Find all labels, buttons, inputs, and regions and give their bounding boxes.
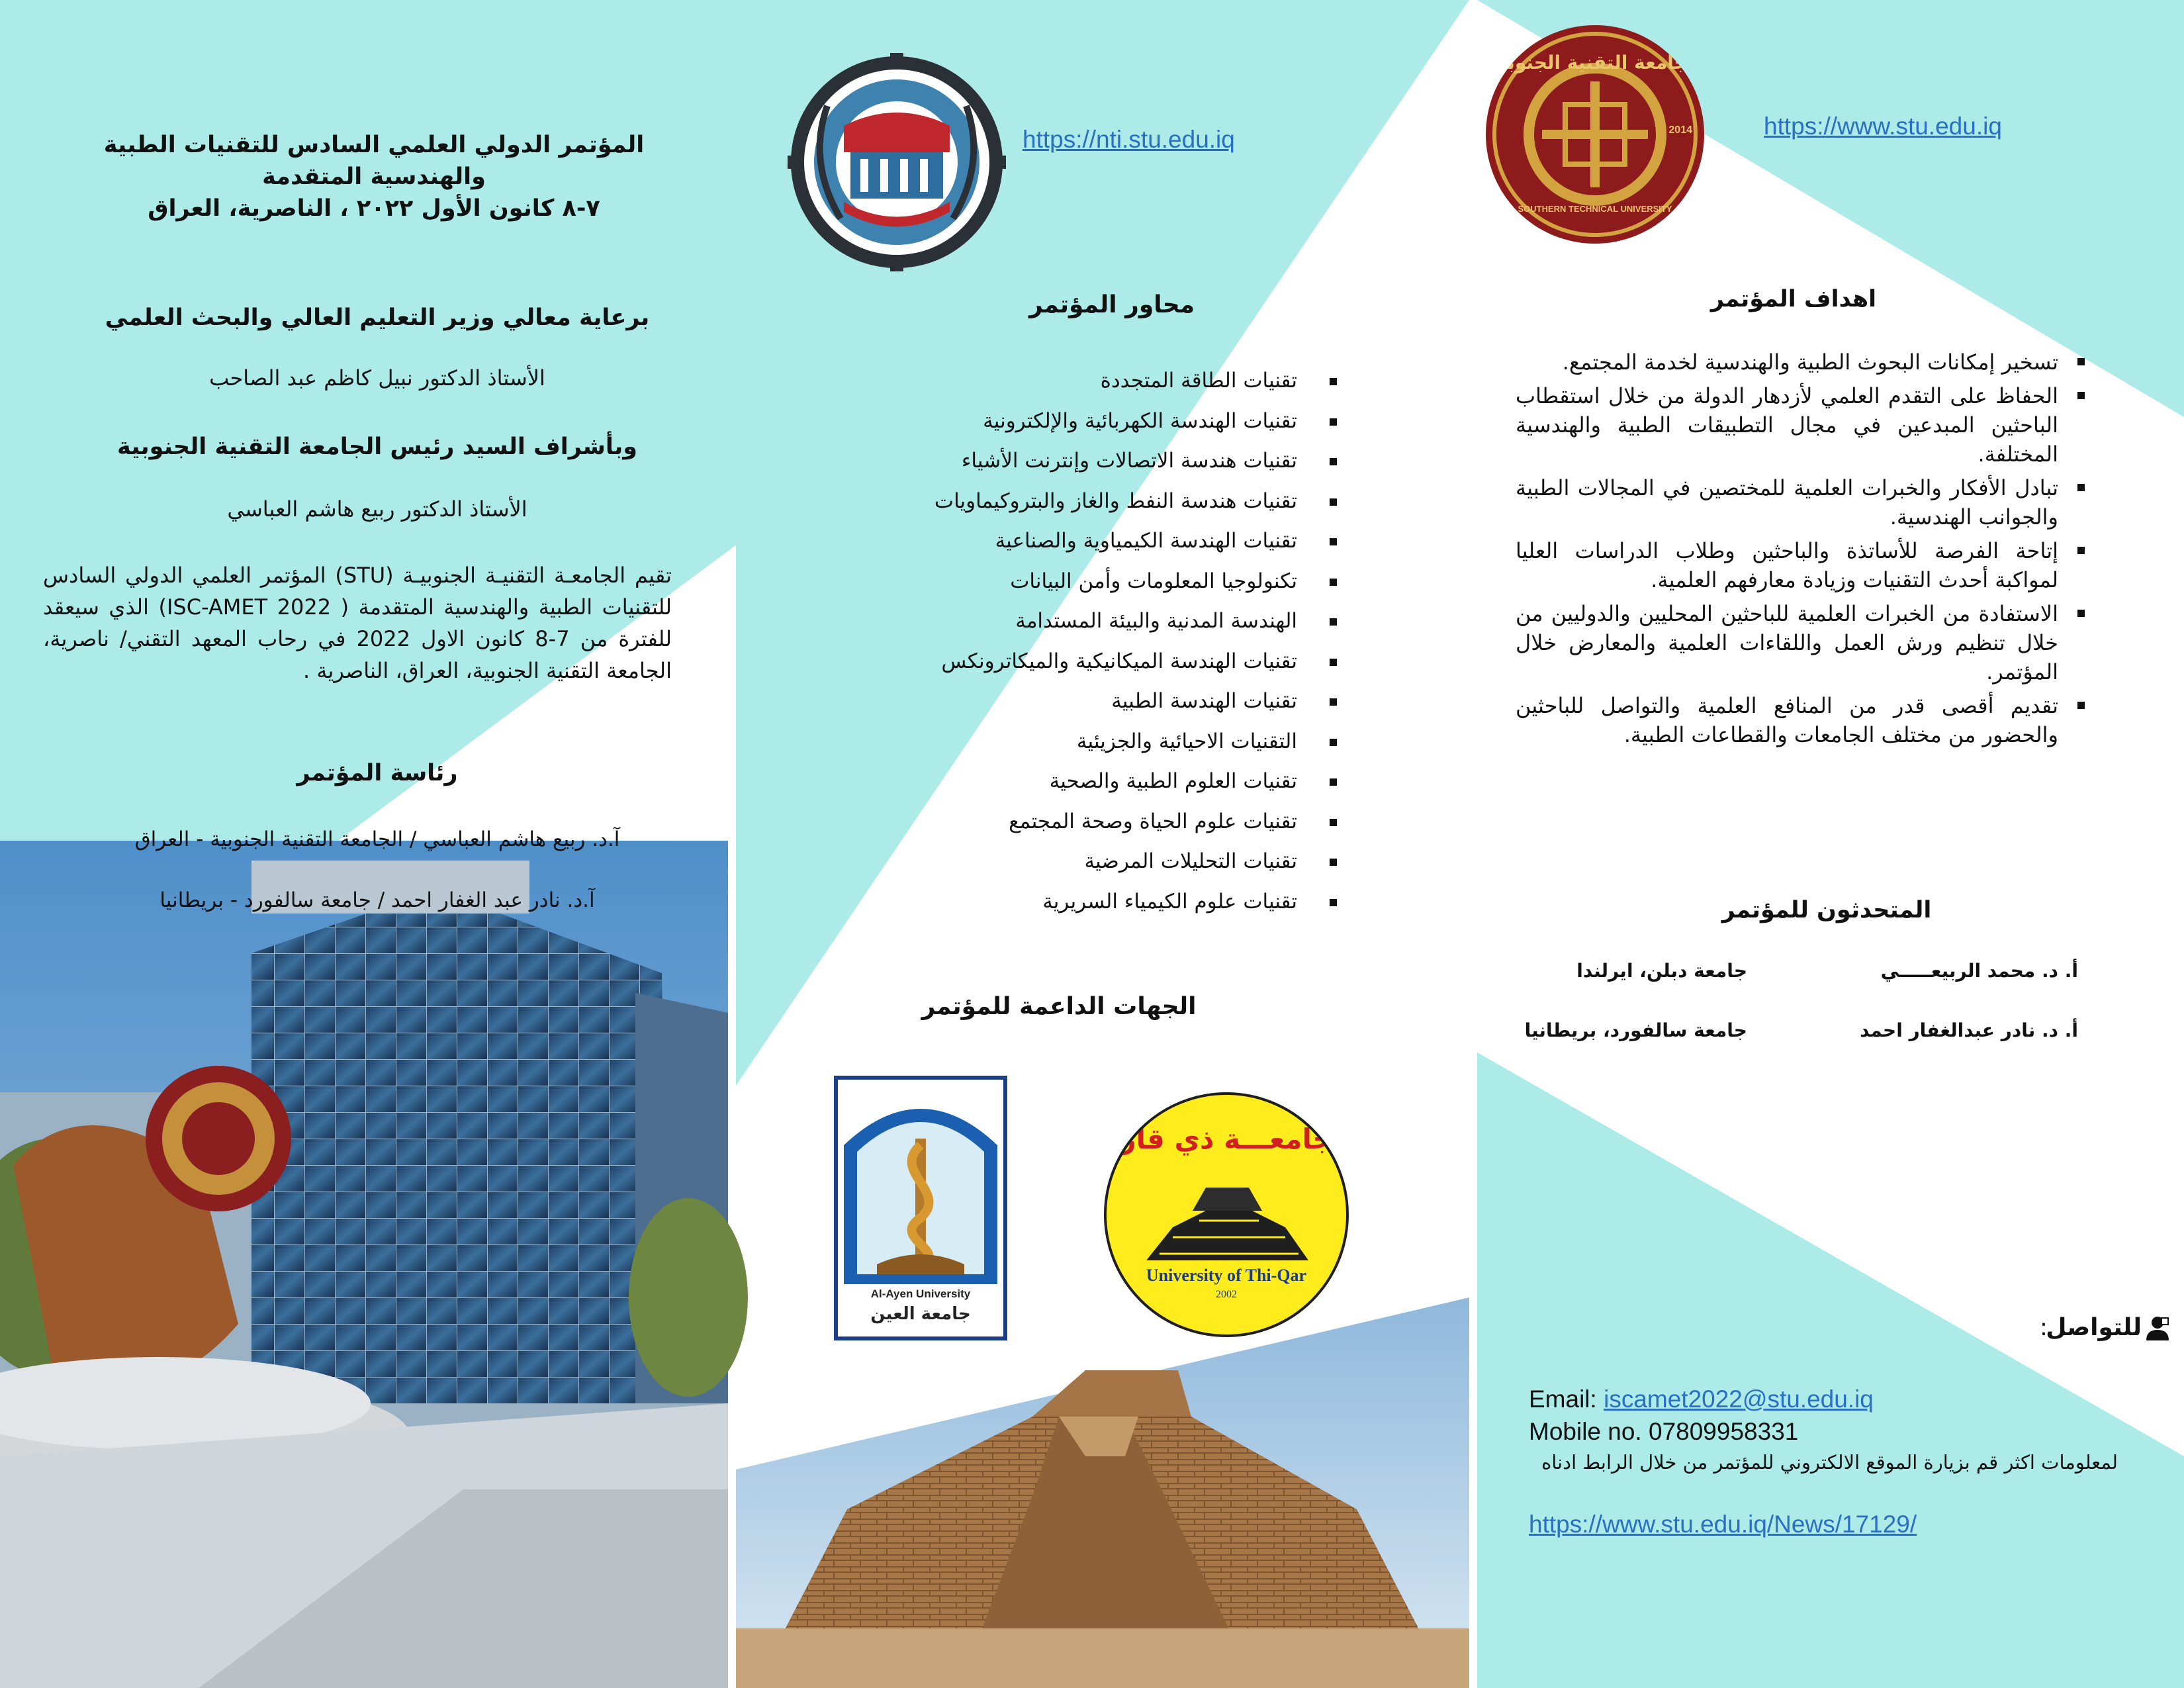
alayen-en-name: Al-Ayen University [870, 1288, 971, 1300]
speaker-2-affiliation: جامعة سالفورد، بريطانيا [1524, 1019, 1747, 1041]
axis-item: تقنيات علوم الكيمياء السريرية [834, 882, 1337, 922]
thiqar-university-logo [1104, 1092, 1349, 1337]
contact-heading: للتواصل [2046, 1314, 2142, 1341]
bullet-square-icon [2077, 702, 2085, 709]
axes-heading: محاور المؤتمر [1029, 291, 1195, 318]
bullet-square-icon [1330, 819, 1337, 826]
contact-heading-row [1999, 1314, 2171, 1347]
goal-item: تقديم أقصى قدر من المنافع العلمية والتواصل للباحثين والحضور من مختلف الجامعات والقطاعات الطبية. [1516, 691, 2085, 749]
conference-title-text: المؤتمر الدولي العلمي السادس للتقنيات الطبية والهندسية المتقدمة [103, 132, 645, 190]
axis-item: تقنيات الهندسة الميكانيكية والميكاترونكس [834, 641, 1337, 682]
bullet-square-icon [1330, 899, 1337, 906]
stu-seal-ar-text: الجامعة التقنية الجنوبية [1488, 52, 1702, 73]
presidency-member-2: آ.د. نادر عبد الغفار احمد / جامعة سالفورد - بريطانيا [159, 888, 595, 912]
speaker-1-name: أ. د. محمد الربيعـــــي [1880, 960, 2078, 982]
contact-person-icon [2144, 1315, 2171, 1342]
axis-item: الهندسة المدنية والبيئة المستدامة [834, 601, 1337, 641]
president-name: الأستاذ الدكتور ربيع هاشم العباسي [227, 496, 527, 522]
bullet-square-icon [1330, 418, 1337, 426]
bullet-square-icon [1330, 498, 1337, 506]
presidency-heading: رئاسة المؤتمر [296, 760, 458, 786]
university-url-link[interactable]: https://www.stu.edu.iq [1764, 113, 2002, 140]
stu-university-seal [1486, 25, 1704, 244]
conference-title [99, 129, 649, 224]
mobile-number: 07809958331 [1649, 1418, 1799, 1445]
axis-item: تقنيات علوم الحياة وصحة المجتمع [834, 802, 1337, 842]
bullet-square-icon [1330, 659, 1337, 666]
axis-item: تقنيات الهندسة الكيمياوية والصناعية [834, 521, 1337, 561]
date-location: ٧-٨ كانون الأول ٢٠٢٢ ، الناصرية، العراق [148, 195, 600, 222]
bullet-square-icon [1330, 538, 1337, 545]
goal-item: إتاحة الفرصة للأساتذة والباحثين وطلاب الدراسات العليا لمواكبة أحدث التقنيات وزيادة معارفهم العلمية. [1516, 536, 2085, 594]
axis-item: تقنيات الهندسة الكهربائية والإلكترونية [834, 401, 1337, 442]
bullet-square-icon [1330, 739, 1337, 746]
sponsors-heading: الجهات الداعمة للمؤتمر [921, 993, 1197, 1020]
thiqar-en-name: University of Thi-Qar [1146, 1266, 1307, 1285]
axis-item: تقنيات العلوم الطبية والصحية [834, 761, 1337, 802]
alayen-university-logo [824, 1066, 1017, 1350]
institute-logo [788, 53, 1006, 271]
email-row [1529, 1385, 1874, 1413]
bullet-square-icon [2077, 610, 2085, 617]
axis-item: تقنيات التحليلات المرضية [834, 841, 1337, 882]
thiqar-ar-name: جامعـــة ذي قار [1120, 1123, 1333, 1155]
bullet-square-icon [1330, 859, 1337, 866]
bullet-square-icon [2077, 547, 2085, 554]
conference-description: تقيم الجامعـة التقنيـة الجنوبيـة (STU) المؤتمر العلمي الدولي السادس للتقنيات الطبية والهندسية المتقدمة ( ISC-AMET 2022) الذي سيعقد للفترة من 7-8 كانون الاول 2022 في رحاب المعهد التقني/ ناصرية، الجامعة التقنية الجنوبية، العراق، الناصرية . [43, 563, 672, 683]
axis-item: تقنيات الطاقة المتجددة [834, 361, 1337, 401]
thiqar-year: 2002 [1216, 1289, 1237, 1300]
bullet-square-icon [1330, 698, 1337, 706]
stu-seal-year: 2014 [1668, 124, 1692, 136]
email-link[interactable]: iscamet2022@stu.edu.iq [1604, 1385, 1874, 1413]
news-url-link[interactable]: https://www.stu.edu.iq/News/17129/ [1529, 1511, 1917, 1538]
bullet-square-icon [2077, 484, 2085, 491]
patronage-heading: برعاية معالي وزير التعليم العالي والبحث العلمي [105, 305, 650, 331]
presidency-member-1: آ.د. ربيع هاشم العباسي / الجامعة التقنية الجنوبية - العراق [134, 827, 620, 851]
goal-item: تبادل الأفكار والخبرات العلمية للمختصين في المجالات الطبية والجوانب الهندسية. [1516, 473, 2085, 532]
axis-item: تكنولوجيا المعلومات وأمن البيانات [834, 561, 1337, 602]
goal-item: تسخير إمكانات البحوث الطبية والهندسية لخدمة المجتمع. [1516, 348, 2085, 377]
axis-item: تقنيات هندسة النفط والغاز والبتروكيماويات [834, 481, 1337, 522]
bullet-square-icon [1330, 458, 1337, 465]
bullet-square-icon [1330, 378, 1337, 385]
axis-item: تقنيات الهندسة الطبية [834, 681, 1337, 722]
goals-heading: اهداف المؤتمر [1710, 286, 1877, 312]
contact-colon: : [2039, 1314, 2048, 1341]
bullet-square-icon [1330, 579, 1337, 586]
bullet-square-icon [2077, 392, 2085, 399]
axis-item: التقنيات الاحيائية والجزيئية [834, 722, 1337, 762]
axis-item: تقنيات هندسة الاتصالات وإنترنت الأشياء [834, 441, 1337, 481]
stu-seal-en-text: SOUTHERN TECHNICAL UNIVERSITY [1518, 204, 1672, 214]
speaker-2-name: أ. د. نادر عبدالغفار احمد [1860, 1019, 2078, 1041]
goals-list [1516, 348, 2085, 754]
goal-item: الحفاظ على التقدم العلمي لأزدهار الدولة من خلال استقطاب الباحثين المبدعين في مجال التطبيقات الطبية والهندسية المختلفة. [1516, 381, 2085, 469]
alayen-ar-name: جامعة العين [870, 1304, 971, 1324]
minister-name: الأستاذ الدكتور نبيل كاظم عبد الصاحب [209, 365, 545, 391]
speaker-1-affiliation: جامعة دبلن، ايرلندا [1576, 960, 1747, 982]
axes-list [834, 361, 1337, 921]
institute-url-link[interactable]: https://nti.stu.edu.iq [1023, 126, 1235, 153]
more-info-text: لمعلومات اكثر قم بزيارة الموقع الالكتروني للمؤتمر من خلال الرابط ادناه [1541, 1451, 2118, 1474]
bullet-square-icon [1330, 618, 1337, 626]
bullet-square-icon [2077, 358, 2085, 365]
mobile-label: Mobile no. [1529, 1418, 1642, 1445]
goal-item: الاستفادة من الخبرات العلمية للباحثين المحليين والدوليين من خلال تنظيم ورش العمل واللقاءات العلمية والمعارض خلال المؤتمر. [1516, 599, 2085, 686]
supervision-heading: وبأشراف السيد رئيس الجامعة التقنية الجنوبية [117, 434, 637, 460]
mobile-row [1529, 1418, 1798, 1446]
bullet-square-icon [1330, 778, 1337, 786]
speakers-heading: المتحدثون للمؤتمر [1721, 897, 1932, 923]
email-label: Email: [1529, 1385, 1597, 1413]
